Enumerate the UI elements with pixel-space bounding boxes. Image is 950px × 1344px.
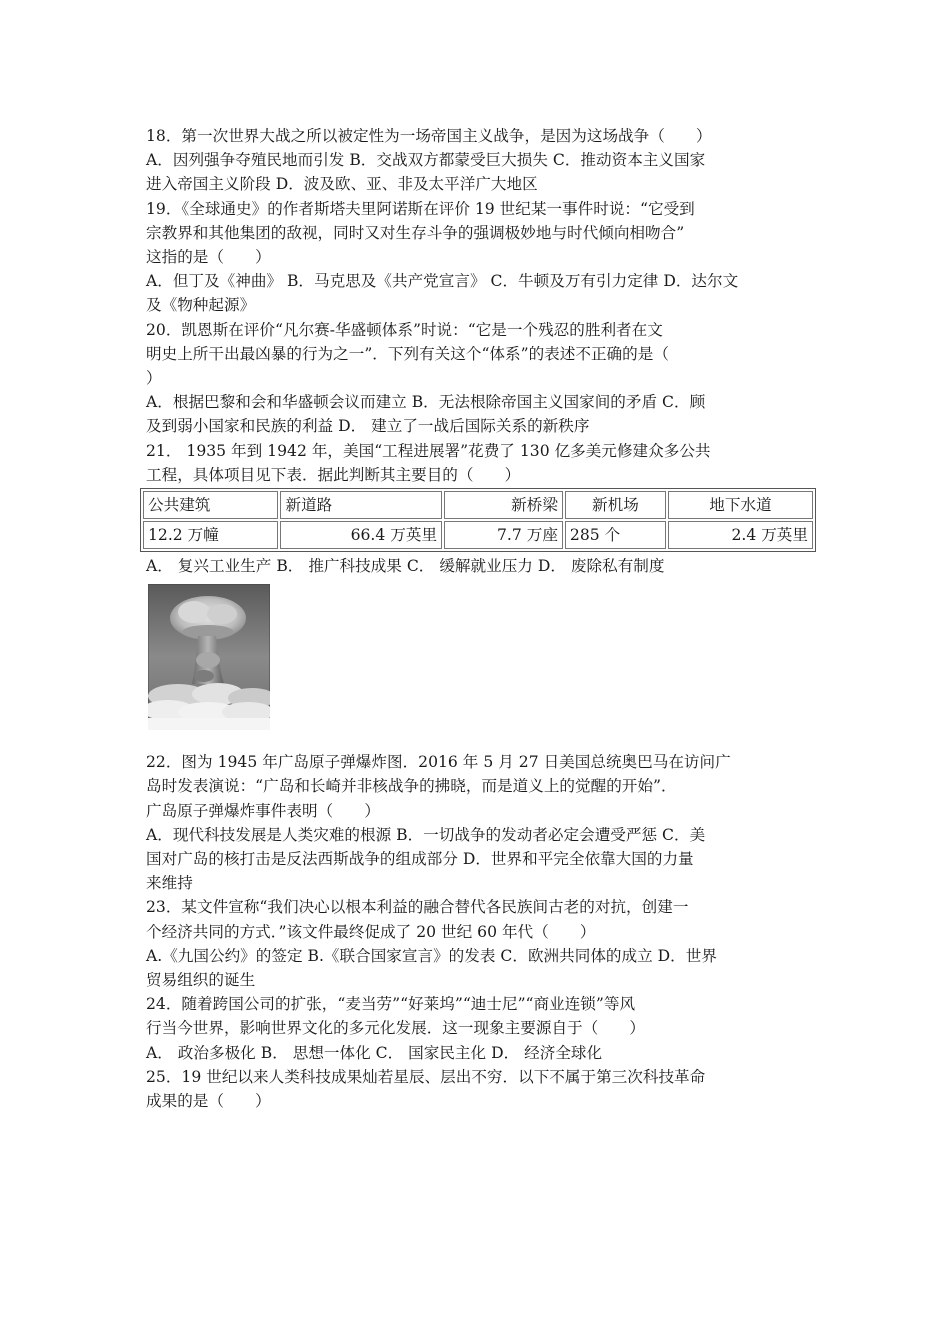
q19-options: A．但丁及《神曲》 B．马克思及《共产党宣言》 C．牛顿及万有引力定律 D．达尔文 [146,272,739,291]
q21-stem-cont: 工程，具体项目见下表．据此判断其主要目的（ ） [146,465,521,484]
exam-page [146,124,816,1113]
table-cell: 285 个 [565,521,666,549]
q24-stem: 24．随着跨国公司的扩张，“麦当劳”“好莱坞”“迪士尼”“商业连锁”等风 [146,995,636,1014]
q20-options-cont: 及到弱小国家和民族的利益 D． 建立了一战后国际关系的新秩序 [146,417,590,436]
table-cell: 12.2 万幢 [143,521,278,549]
q21-options: A． 复兴工业生产 B． 推广科技成果 C． 缓解就业压力 D． 废除私有制度 [146,557,665,576]
question-21 [146,439,816,579]
table-header-cell: 新机场 [565,491,666,519]
q19-options-cont: 及《物种起源》 [146,296,256,315]
question-23 [146,895,816,992]
question-19 [146,197,816,318]
q22-options-end: 来维持 [146,874,193,893]
q19-stem-end: 这指的是（ ） [146,248,271,267]
table-header-cell: 新道路 [280,491,442,519]
question-22 [146,750,816,895]
table-cell: 66.4 万英里 [280,521,442,549]
q22-options: A．现代科技发展是人类灾难的根源 B．一切战争的发动者必定会遭受严惩 C．美 [146,825,706,844]
hiroshima-mushroom-cloud-photo [148,584,270,730]
table-header-cell: 地下水道 [668,491,813,519]
q23-options: A.《九国公约》的签定 B.《联合国家宣言》的发表 C．欧洲共同体的成立 D．世界 [146,946,717,965]
q24-stem-cont: 行当今世界，影响世界文化的多元化发展．这一现象主要源自于（ ） [146,1019,646,1038]
table-header-cell: 新桥梁 [444,491,563,519]
question-24 [146,992,816,1065]
q18-stem: 18．第一次世界大战之所以被定性为一场帝国主义战争，是因为这场战争（ ） [146,127,712,145]
table-cell: 2.4 万英里 [668,521,813,549]
q22-stem-end: 广岛原子弹爆炸事件表明（ ） [146,801,380,820]
table-cell: 7.7 万座 [444,521,563,549]
table-row [143,521,813,549]
table-header-cell: 公共建筑 [143,491,278,519]
question-25 [146,1065,816,1113]
q25-stem: 25．19 世纪以来人类科技成果灿若星辰、层出不穷．以下不属于第三次科技革命 [146,1067,706,1086]
q23-options-cont: 贸易组织的诞生 [146,971,256,990]
q18-options: A．因列强争夺殖民地而引发 B．交战双方都蒙受巨大损失 C．推动资本主义国家 [146,151,706,170]
q18-options-cont: 进入帝国主义阶段 D．波及欧、亚、非及太平洋广大地区 [146,175,538,194]
table-header-row [143,491,813,519]
q22-stem: 22．图为 1945 年广岛原子弹爆炸图．2016 年 5 月 27 日美国总统奥巴马在访问广 [146,753,731,772]
q22-options-cont: 国对广岛的核打击是反法西斯战争的组成部分 D．世界和平完全依靠大国的力量 [146,850,694,869]
public-works-table [140,488,816,552]
question-20 [146,318,816,439]
q19-stem: 19．《全球通史》的作者斯塔夫里阿诺斯在评价 19 世纪某一事件时说：“它受到 [146,199,695,218]
q21-stem: 21． 1935 年到 1942 年，美国“工程进展署”花费了 130 亿多美元修建众多公共 [146,441,711,460]
q19-stem-cont: 宗教界和其他集团的敌视，同时又对生存斗争的强调极妙地与时代倾向相吻合” [146,223,685,242]
q23-stem: 23．某文件宣称“我们决心以根本利益的融合替代各民族间古老的对抗，创建一 [146,898,689,917]
q20-stem-end: ） [146,369,162,388]
q22-stem-cont: 岛时发表演说：“广岛和长崎并非核战争的拂晓，而是道义上的觉醒的开始”． [146,777,677,796]
q20-options: A．根据巴黎和会和华盛顿会议而建立 B．无法根除帝国主义国家间的矛盾 C．顾 [146,393,706,412]
question-18 [146,124,816,197]
q20-stem-cont: 明史上所干出最凶暴的行为之一”．下列有关这个“体系”的表述不正确的是（ [146,344,669,363]
q25-stem-cont: 成果的是（ ） [146,1092,271,1111]
q24-options: A． 政治多极化 B． 思想一体化 C． 国家民主化 D． 经济全球化 [146,1043,603,1062]
q23-stem-cont: 个经济共同的方式．”该文件最终促成了 20 世纪 60 年代（ ） [146,922,596,941]
q20-stem: 20．凯恩斯在评价“凡尔赛-华盛顿体系”时说：“它是一个残忍的胜利者在文 [146,320,663,339]
